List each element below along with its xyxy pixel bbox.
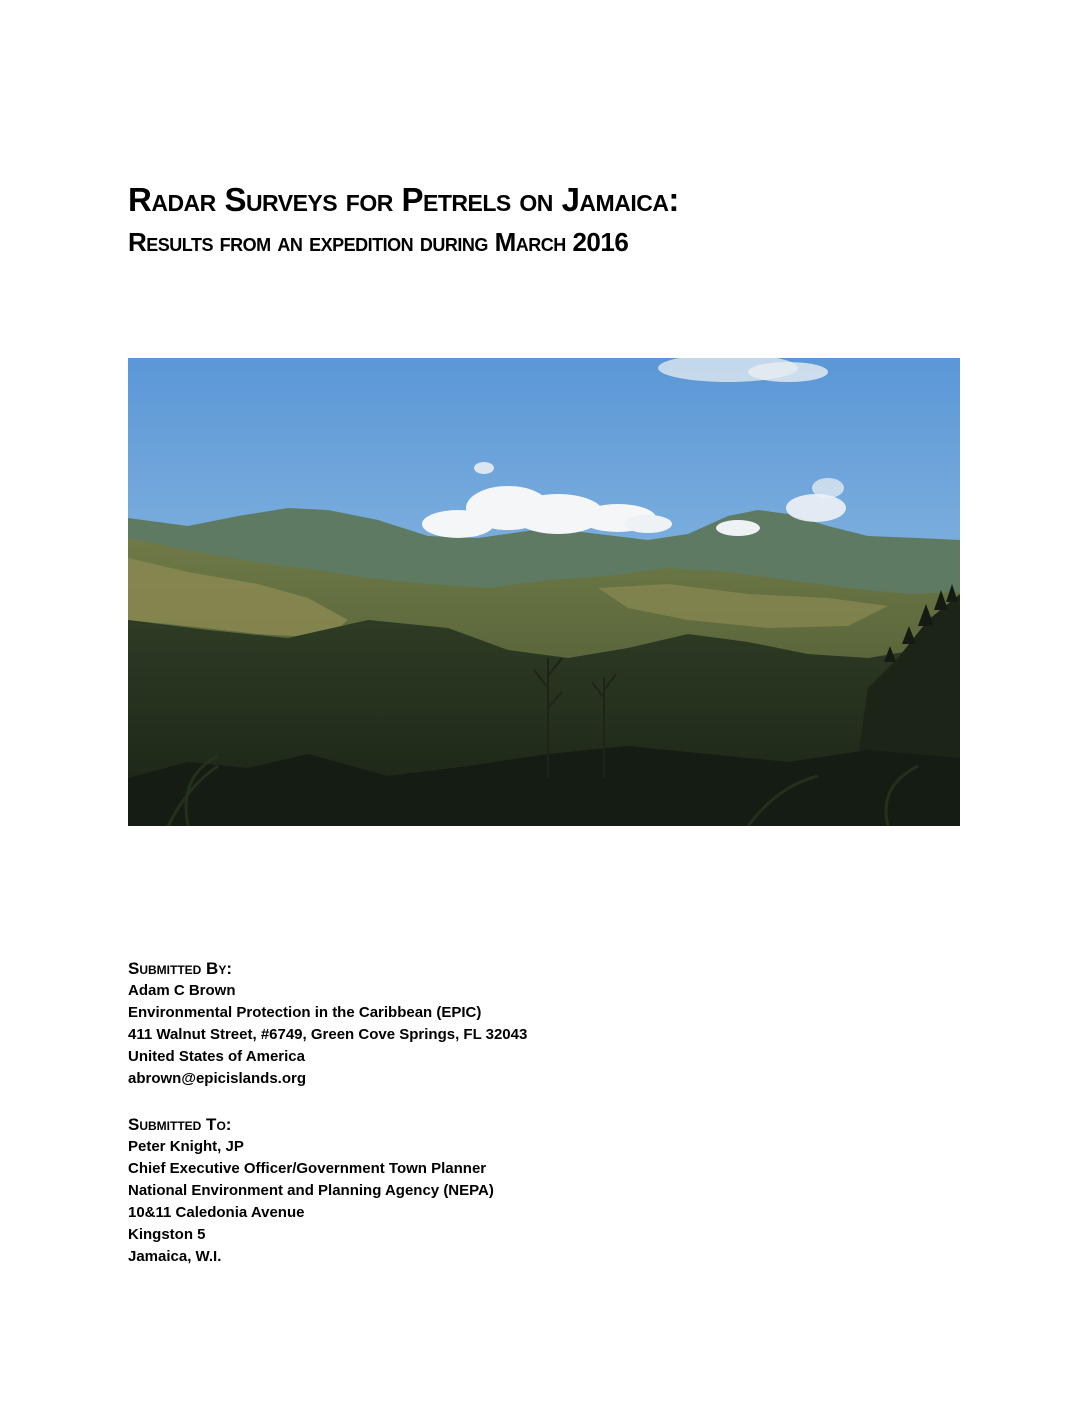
recipient-title: Chief Executive Officer/Government Town Planner [128,1160,487,1177]
title-line-1: Radar Surveys for Petrels on Jamaica: [128,181,679,218]
report-title [128,178,968,262]
submitted-to-block [128,1114,828,1268]
recipient-city: Kingston 5 [128,1226,206,1243]
recipient-agency: National Environment and Planning Agency (NEPA) [128,1182,494,1199]
submitter-address: 411 Walnut Street, #6749, Green Cove Springs, FL 32043 [128,1026,528,1043]
title-line-2: Results from an expedition during March 2016 [128,227,629,257]
recipient-name: Peter Knight, JP [128,1138,244,1155]
mountain-landscape-photo-icon [128,358,960,826]
submitted-to-heading: Submitted To: [128,1115,232,1134]
recipient-country: Jamaica, W.I. [128,1248,222,1265]
submitted-by-block [128,958,828,1090]
submitter-email: abrown@epicislands.org [128,1070,306,1087]
submitted-by-heading: Submitted By: [128,959,232,978]
submitter-name: Adam C Brown [128,982,236,999]
recipient-street: 10&11 Caledonia Avenue [128,1204,305,1221]
submitter-country: United States of America [128,1048,305,1065]
submitter-organization: Environmental Protection in the Caribbean (EPIC) [128,1004,482,1021]
cover-photo [128,358,960,826]
